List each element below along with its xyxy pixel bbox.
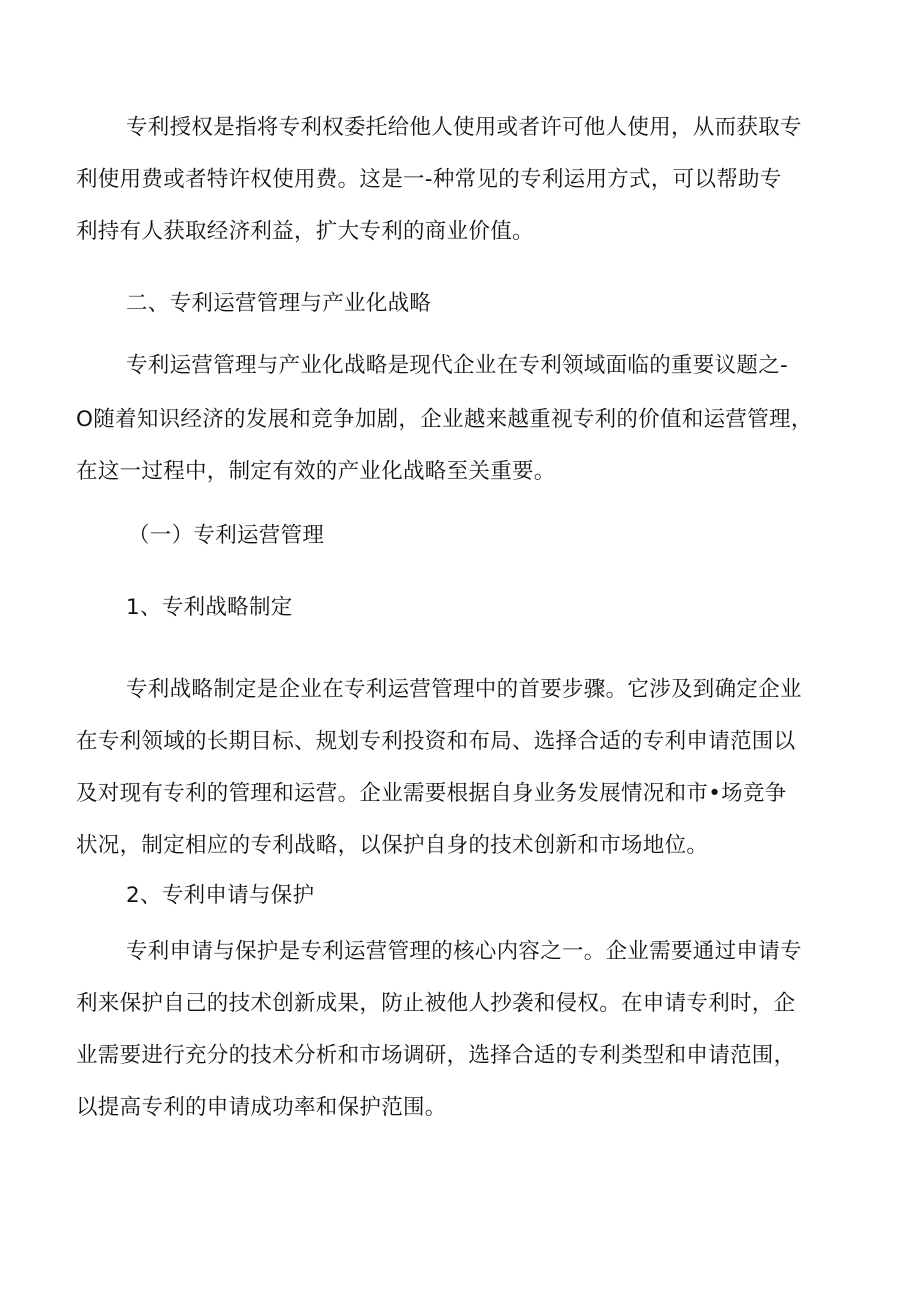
paragraph-3-line-1: 专利战略制定是企业在专利运营管理中的首要步骤。它涉及到确定企业 xyxy=(126,677,802,702)
paragraph-1-line-3: 利持有人获取经济利益，扩大专利的商业价值。 xyxy=(76,219,534,244)
paragraph-3-line-3: 及对现有专利的管理和运营。企业需要根据自身业务发展情况和市•场竞争 xyxy=(76,781,787,806)
paragraph-4-line-2: 利来保护自己的技术创新成果，防止被他人抄袭和侵权。在申请专利时，企 xyxy=(76,991,796,1016)
paragraph-2-line-2: O随着知识经济的发展和竞争加剧，企业越来越重视专利的价值和运营管理， xyxy=(76,407,813,432)
paragraph-4-line-4: 以提高专利的申请成功率和保护范围。 xyxy=(76,1095,447,1120)
paragraph-3-line-2: 在专利领域的长期目标、规划专利投资和布局、选择合适的专利申请范围以 xyxy=(76,729,796,754)
paragraph-1-line-1: 专利授权是指将专利权委托给他人使用或者许可他人使用，从而获取专 xyxy=(126,115,802,140)
paragraph-4-line-3: 业需要进行充分的技术分析和市场调研，选择合适的专利类型和申请范围， xyxy=(76,1043,796,1068)
paragraph-3-line-4: 状况，制定相应的专利战略，以保护自身的技术创新和市场地位。 xyxy=(76,833,709,858)
paragraph-4-line-1: 专利申请与保护是专利运营管理的核心内容之一。企业需要通过申请专 xyxy=(126,939,802,964)
item-1-heading: 1、专利战略制定 xyxy=(126,595,293,620)
subsection-heading: （一）专利运营管理 xyxy=(128,523,325,548)
paragraph-2-line-1: 专利运营管理与产业化战略是现代企业在专利领域面临的重要议题之- xyxy=(126,353,789,378)
item-2-heading: 2、专利申请与保护 xyxy=(126,883,315,908)
section-heading: 二、专利运营管理与产业化战略 xyxy=(126,291,432,316)
paragraph-1-line-2: 利使用费或者特许权使用费。这是一-种常见的专利运用方式，可以帮助专 xyxy=(76,167,782,192)
paragraph-2-line-3: 在这一过程中，制定有效的产业化战略至关重要。 xyxy=(76,459,556,484)
